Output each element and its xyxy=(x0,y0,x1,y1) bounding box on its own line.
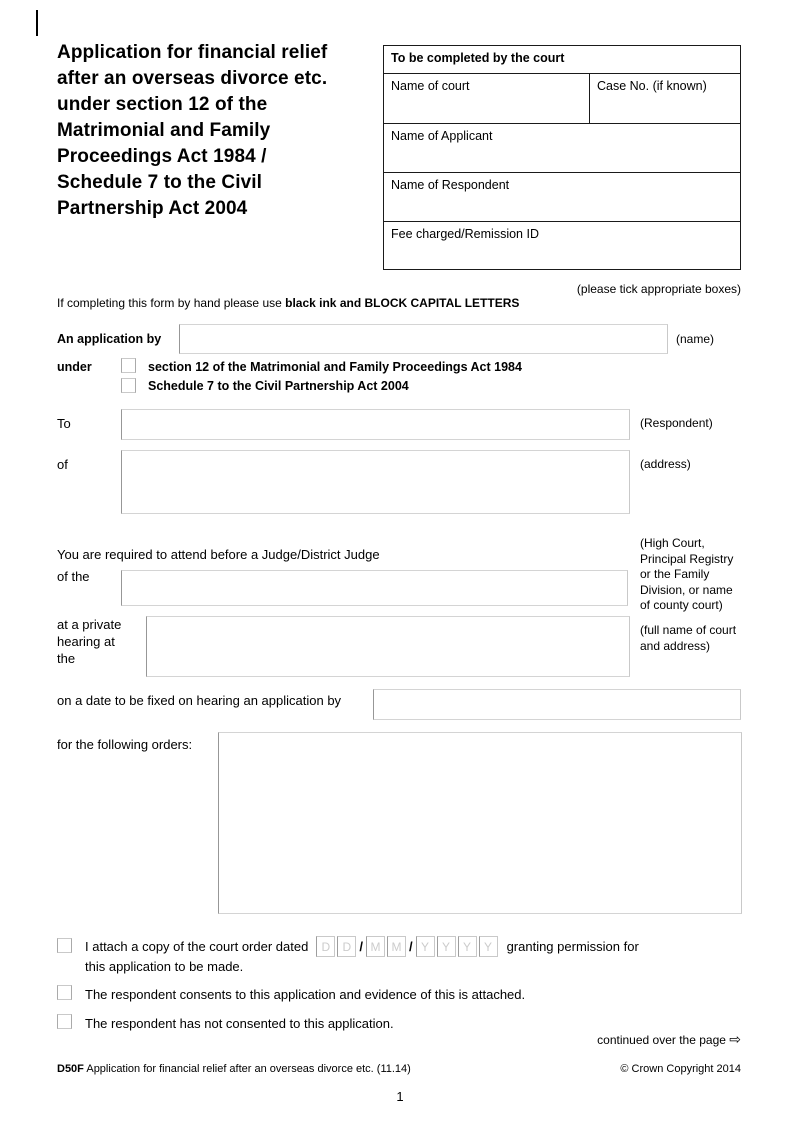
attach-order-text-pre: I attach a copy of the court order dated xyxy=(85,939,309,954)
form-title-line: Partnership Act 2004 xyxy=(57,198,248,219)
copyright-notice: © Crown Copyright 2014 xyxy=(620,1063,741,1075)
name-hint: (name) xyxy=(676,332,715,346)
court-use-box xyxy=(383,45,741,270)
act-1984-checkbox[interactable] xyxy=(121,358,136,373)
court-box-header: To be completed by the court xyxy=(391,51,565,65)
to-label: To xyxy=(57,416,71,431)
form-title xyxy=(57,40,387,222)
form-title-line: Schedule 7 to the Civil xyxy=(57,172,263,193)
under-label: under xyxy=(57,360,92,374)
date-separator: / xyxy=(408,939,413,954)
continued-text: continued over the page xyxy=(597,1033,726,1047)
respondent-hint: (Respondent) xyxy=(640,416,713,430)
attach-order-text-post: granting permission for xyxy=(506,939,639,954)
form-title-line: under section 12 of the xyxy=(57,94,268,115)
form-code: D50F xyxy=(57,1063,84,1075)
date-year-box[interactable]: Y xyxy=(437,936,456,957)
hand-note-regular: If completing this form by hand please use xyxy=(57,296,286,310)
name-of-court-label: Name of court xyxy=(391,79,470,93)
date-month-box[interactable]: M xyxy=(387,936,406,957)
hand-note-bold: black ink and BLOCK CAPITAL LETTERS xyxy=(285,296,520,310)
respondent-consents-checkbox[interactable] xyxy=(57,985,72,1000)
name-of-applicant-field[interactable] xyxy=(384,124,499,172)
page-number: 1 xyxy=(396,1089,404,1104)
crop-mark xyxy=(36,10,38,36)
orders-textarea[interactable] xyxy=(218,732,742,914)
date-year-box[interactable]: Y xyxy=(416,936,435,957)
form-title-line: after an overseas divorce etc. xyxy=(57,68,328,89)
name-of-court-field[interactable] xyxy=(384,74,590,123)
fee-charged-field[interactable] xyxy=(384,222,546,269)
form-title-line: Proceedings Act 1984 / xyxy=(57,146,267,167)
form-description: Application for financial relief after an overseas divorce etc. (11.14) xyxy=(83,1063,411,1075)
name-of-respondent-field[interactable] xyxy=(384,173,516,221)
of-label: of xyxy=(57,457,68,472)
name-of-applicant-label: Name of Applicant xyxy=(391,129,493,143)
court-division-note: (High Court, Principal Registry or the Family Division, or name of county court) xyxy=(640,536,734,612)
act-2004-label: Schedule 7 to the Civil Partnership Act 2004 xyxy=(148,379,409,393)
tick-boxes-note: (please tick appropriate boxes) xyxy=(576,282,741,296)
date-year-box[interactable]: Y xyxy=(458,936,477,957)
hearing-venue-input[interactable] xyxy=(146,616,630,677)
hand-completion-note xyxy=(57,296,519,310)
private-hearing-label: at a private hearing at the xyxy=(57,617,122,666)
application-by-input[interactable] xyxy=(373,689,741,720)
venue-note: (full name of court and address) xyxy=(640,623,737,653)
court-division-input[interactable] xyxy=(121,570,628,606)
of-the-label: of the xyxy=(57,569,90,584)
respondent-name-input[interactable] xyxy=(121,409,630,440)
date-day-box[interactable]: D xyxy=(337,936,356,957)
respondent-not-consented-label: The respondent has not consented to this application. xyxy=(85,1016,394,1031)
date-separator: / xyxy=(359,939,363,954)
case-no-label: Case No. (if known) xyxy=(597,79,707,93)
address-hint: (address) xyxy=(640,457,691,471)
attend-line: You are required to attend before a Judge/District Judge xyxy=(57,547,380,562)
act-2004-checkbox[interactable] xyxy=(121,378,136,393)
continued-note xyxy=(597,1031,741,1048)
fee-charged-label: Fee charged/Remission ID xyxy=(391,227,539,241)
attach-order-line1 xyxy=(85,936,639,957)
attach-order-line2: this application to be made. xyxy=(85,959,244,974)
date-year-box[interactable]: Y xyxy=(479,936,498,957)
orders-label: for the following orders: xyxy=(57,737,193,752)
continued-arrow-icon: ⇨ xyxy=(729,1031,741,1047)
date-month-box[interactable]: M xyxy=(366,936,385,957)
case-no-field[interactable] xyxy=(590,74,740,123)
date-day-box[interactable]: D xyxy=(316,936,335,957)
attach-order-checkbox[interactable] xyxy=(57,938,72,953)
form-title-line: Application for financial relief xyxy=(57,42,328,63)
form-reference xyxy=(57,1063,411,1075)
respondent-not-consented-checkbox[interactable] xyxy=(57,1014,72,1029)
respondent-consents-label: The respondent consents to this application and evidence of this is attached. xyxy=(85,987,526,1002)
act-1984-label: section 12 of the Matrimonial and Family Proceedings Act 1984 xyxy=(148,360,522,374)
applicant-name-input[interactable] xyxy=(179,324,668,354)
name-of-respondent-label: Name of Respondent xyxy=(391,178,510,192)
respondent-address-input[interactable] xyxy=(121,450,630,514)
application-by-label: An application by xyxy=(57,332,162,346)
form-title-line: Matrimonial and Family xyxy=(57,120,271,141)
date-fixed-line: on a date to be fixed on hearing an application by xyxy=(57,693,342,708)
